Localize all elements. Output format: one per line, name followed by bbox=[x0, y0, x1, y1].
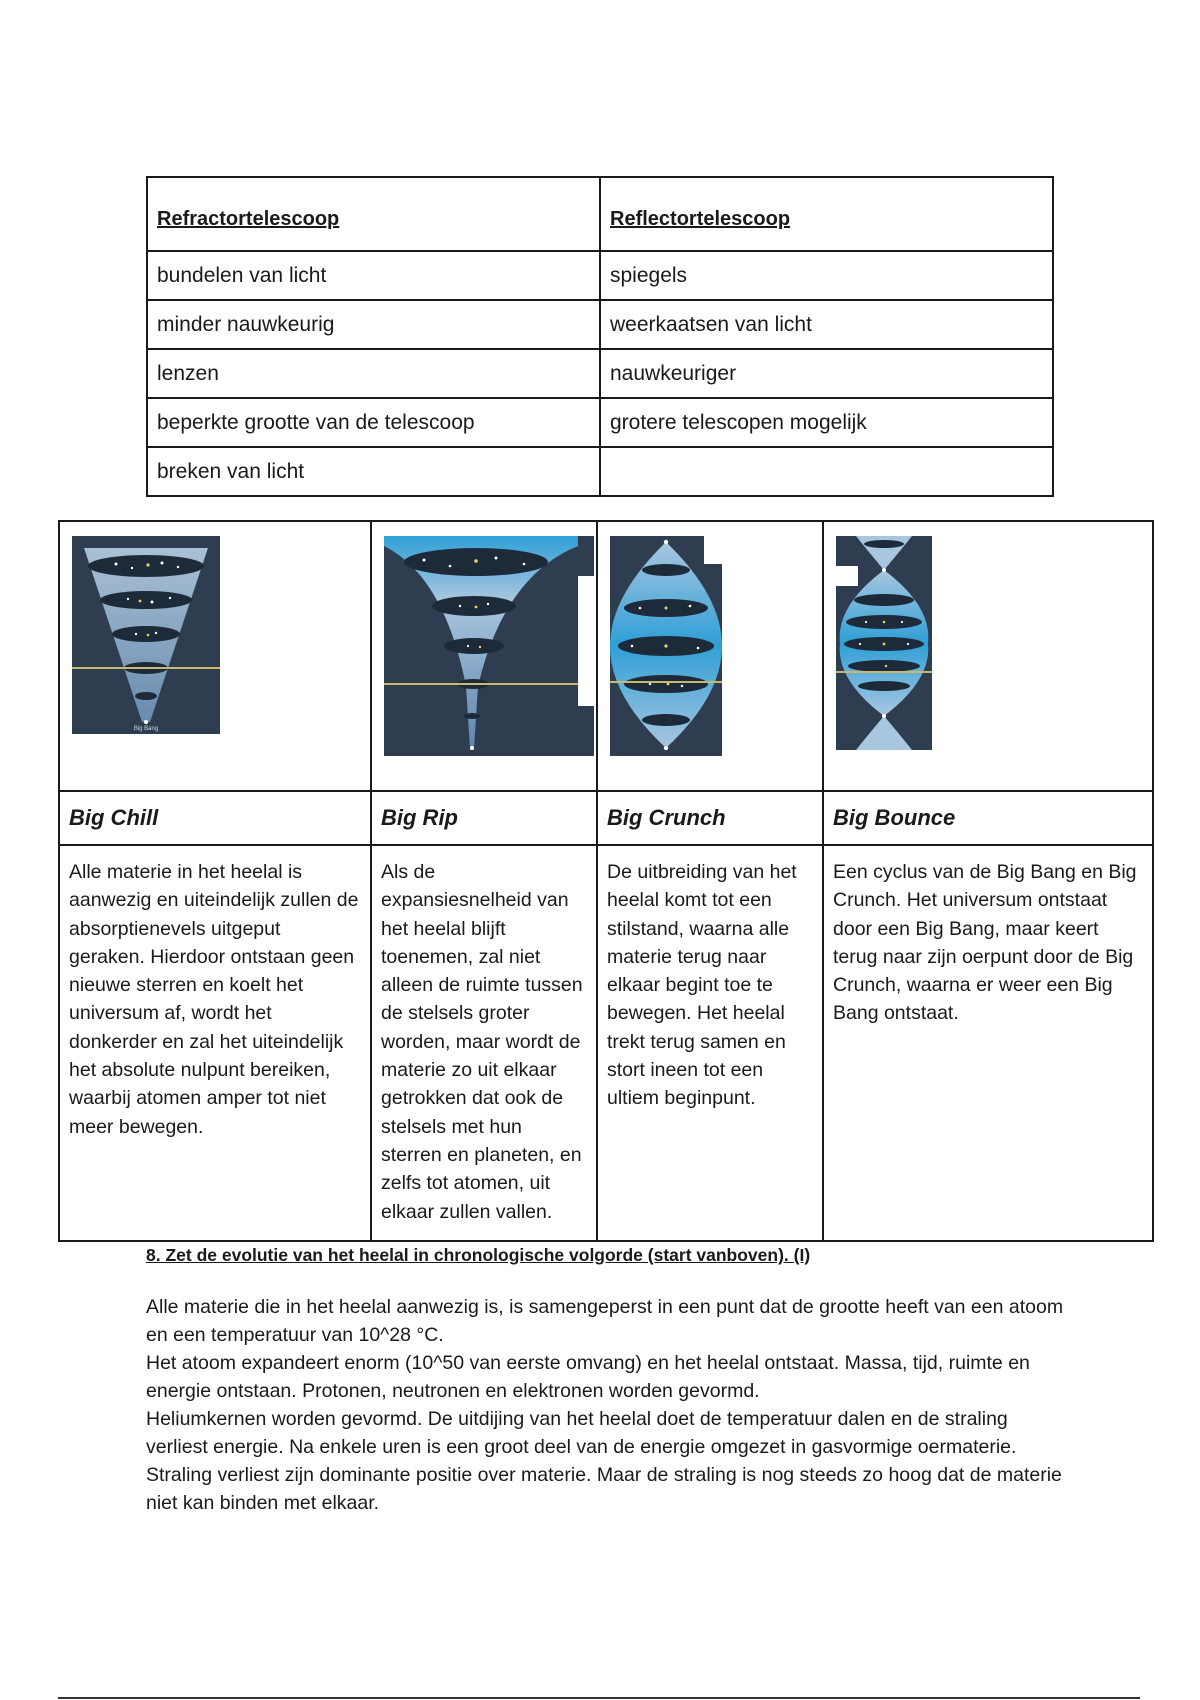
answer-paragraph: Alle materie die in het heelal aanwezig is, is samengeperst in een punt dat de grootte heeft van een atoom en een temperatuur van 10^28 °C. bbox=[146, 1296, 1064, 1346]
big-bounce-title: Big Bounce bbox=[823, 791, 1153, 845]
diagram-row bbox=[59, 521, 1153, 791]
big-crunch-description: De uitbreiding van het heelal komt tot een stilstand, waarna alle materie terug naar elkaar begint toe te bewegen. Het heelal trekt terug samen en stort ineen tot een ultiem beginpunt. bbox=[597, 845, 823, 1241]
scenario-descriptions-row bbox=[59, 845, 1153, 1241]
table-cell: weerkaatsen van licht bbox=[600, 300, 1053, 349]
big-crunch-diagram-cell bbox=[597, 521, 823, 791]
big-bounce-description: Een cyclus van de Big Bang en Big Crunch. Het universum ontstaat door een Big Bang, maar keert terug naar zijn oerpunt door de Big Crunch, waarna er weer een Big Bang ontstaat. bbox=[823, 845, 1153, 1241]
big-chill-description: Alle materie in het heelal is aanwezig en uiteindelijk zullen de absorptienevels uitgeput geraken. Hierdoor ontstaan geen nieuwe sterren en koelt het universum af, wordt het donkerder en zal het uiteindelijk het absolute nulpunt bereiken, waarbij atomen amper tot niet meer bewegen. bbox=[59, 845, 371, 1241]
big-chill-diagram-cell bbox=[59, 521, 371, 791]
scenario-names-row bbox=[59, 791, 1153, 845]
universe-scenarios-table bbox=[58, 520, 1154, 1242]
table-cell: breken van licht bbox=[147, 447, 600, 496]
big-chill-diagram bbox=[72, 536, 220, 734]
big-bounce-diagram bbox=[836, 536, 932, 750]
big-crunch-title: Big Crunch bbox=[597, 791, 823, 845]
big-bang-caption: Big Bang bbox=[133, 726, 159, 732]
answer-paragraph: Straling verliest zijn dominante positie over materie. Maar de straling is nog steeds zo hoog dat de materie niet kan binden met elkaar. bbox=[146, 1464, 1062, 1514]
header-refractor: Refractortelescoop bbox=[147, 177, 600, 251]
table-row bbox=[147, 300, 1053, 349]
telescope-comparison-table bbox=[146, 176, 1054, 497]
table-cell: beperkte grootte van de telescoop bbox=[147, 398, 600, 447]
big-bounce-diagram-cell bbox=[823, 521, 1153, 791]
table-cell: nauwkeuriger bbox=[600, 349, 1053, 398]
page-bottom-divider bbox=[58, 1697, 1140, 1699]
table-row bbox=[147, 447, 1053, 496]
answer-text bbox=[146, 1293, 1066, 1517]
table-row bbox=[147, 251, 1053, 300]
header-reflector: Reflectortelescoop bbox=[600, 177, 1053, 251]
big-crunch-diagram bbox=[610, 536, 722, 756]
answer-paragraph: Heliumkernen worden gevormd. De uitdijing van het heelal doet de temperatuur dalen en de straling verliest energie. Na enkele uren is een groot deel van de energie omgezet in gasvormige oermaterie. bbox=[146, 1408, 1017, 1458]
big-chill-title: Big Chill bbox=[59, 791, 371, 845]
answer-paragraph: Het atoom expandeert enorm (10^50 van eerste omvang) en het heelal ontstaat. Massa, tijd, ruimte en energie ontstaan. Protonen, neutronen en elektronen worden gevormd. bbox=[146, 1352, 1030, 1402]
table-cell: lenzen bbox=[147, 349, 600, 398]
table-cell: grotere telescopen mogelijk bbox=[600, 398, 1053, 447]
table-cell: spiegels bbox=[600, 251, 1053, 300]
table-cell: bundelen van licht bbox=[147, 251, 600, 300]
table-row bbox=[147, 349, 1053, 398]
table-header-row bbox=[147, 177, 1053, 251]
table-cell bbox=[600, 447, 1053, 496]
table-cell: minder nauwkeurig bbox=[147, 300, 600, 349]
big-rip-diagram bbox=[384, 536, 594, 756]
big-rip-diagram-cell bbox=[371, 521, 597, 791]
big-rip-description: Als de expansiesnelheid van het heelal blijft toenemen, zal niet alleen de ruimte tussen de stelsels groter worden, maar wordt de materie zo uit elkaar getrokken dat ook de stelsels met hun sterren en planeten, en zelfs tot atomen, uit elkaar zullen vallen. bbox=[371, 845, 597, 1241]
question-title: 8. Zet de evolutie van het heelal in chronologische volgorde (start vanboven). (I) bbox=[146, 1245, 811, 1265]
big-rip-title: Big Rip bbox=[371, 791, 597, 845]
table-row bbox=[147, 398, 1053, 447]
